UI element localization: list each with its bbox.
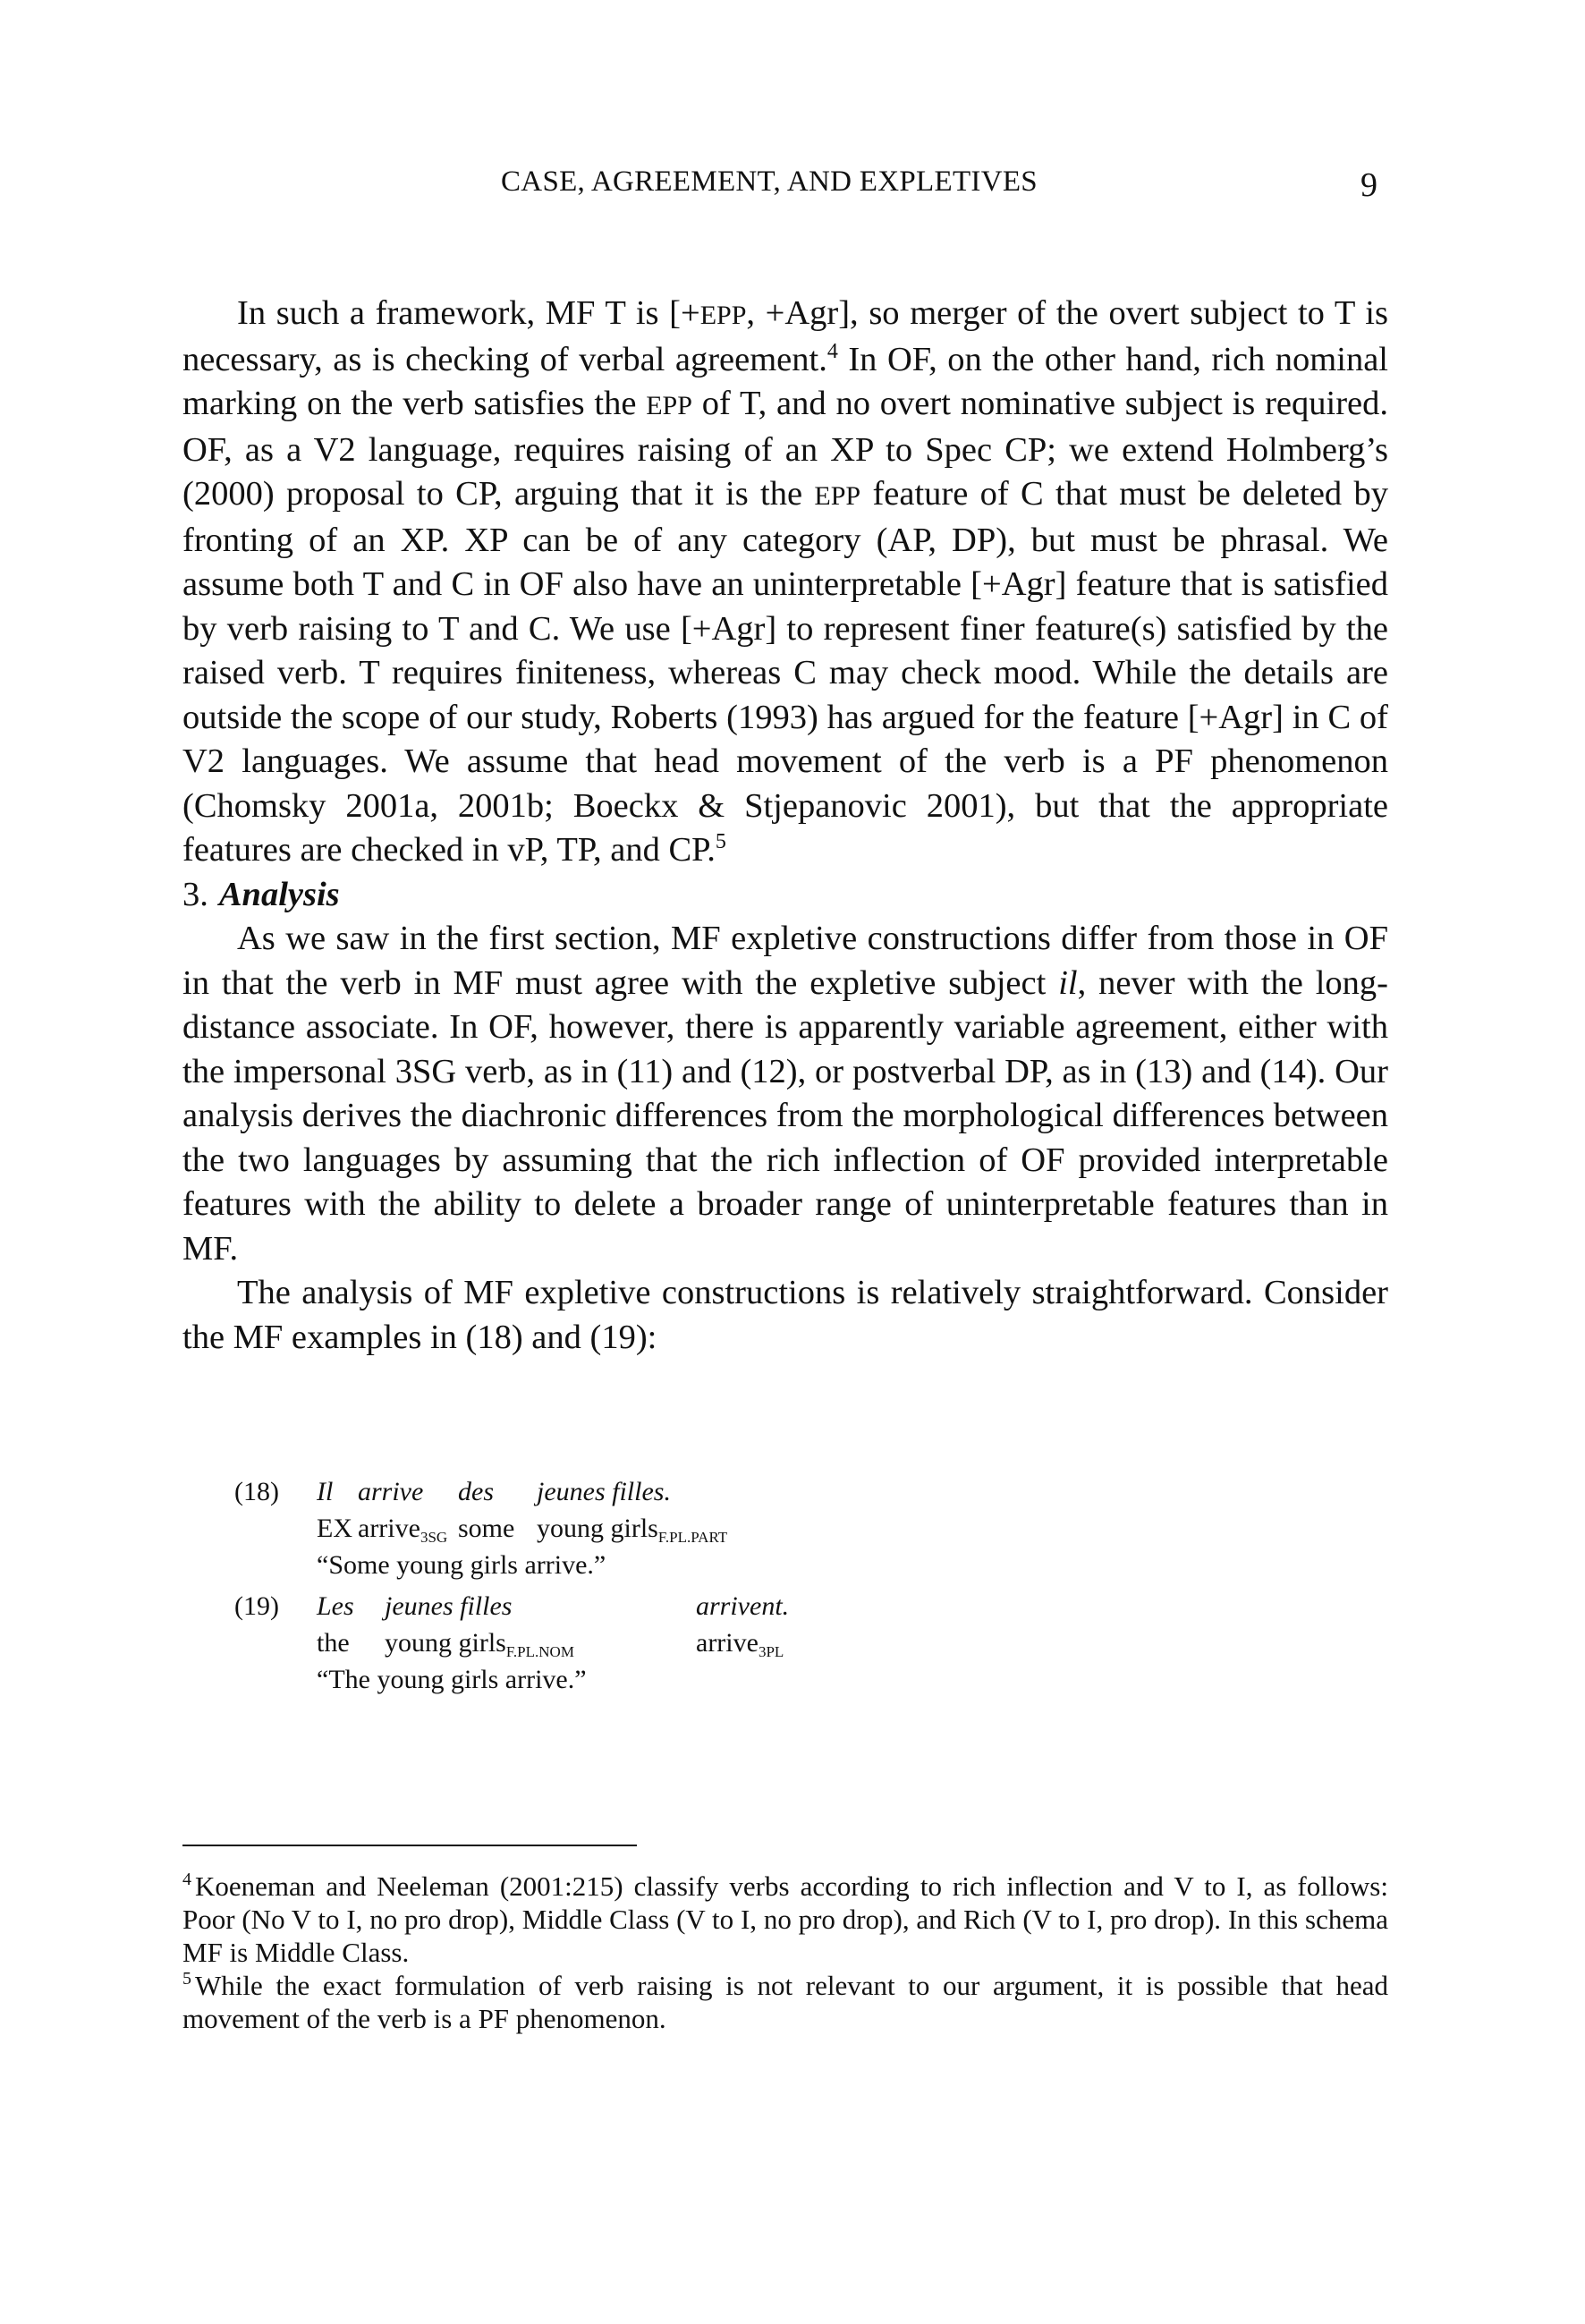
gloss-feature: F.PL.PART [657, 1529, 728, 1546]
small-caps-epp: EPP [699, 301, 747, 330]
gloss-stem: young girls [537, 1514, 658, 1543]
source-word: Il [317, 1477, 334, 1506]
section-title: Analysis [218, 875, 340, 913]
gloss-word [358, 1511, 458, 1547]
footnote-text: While the exact formulation of verb raising is not relevant to our argument, it is possible that head movement of the verb is a PF phenomenon. [182, 1970, 1388, 2034]
example-translation: “The young girls arrive.” [317, 1665, 587, 1694]
footnote-5 [182, 1969, 1388, 2035]
text-run: In such a framework, MF T is [+ [237, 294, 700, 332]
example-number: (19) [234, 1591, 279, 1621]
gloss-feature: 3PL [758, 1643, 784, 1660]
text-run: In OF, on the other hand, rich nominal marking on the verb satisfies the [182, 340, 1388, 422]
text-run: , +Agr], so merger of the overt subject to T is necessary, as is checking of verbal agreement. [182, 294, 1388, 378]
section-number: 3. [182, 875, 208, 913]
section-heading [182, 873, 1388, 918]
gloss-feature: 3SG [420, 1529, 448, 1546]
footnote-divider [182, 1845, 637, 1846]
gloss-feature: F.PL.NOM [505, 1643, 574, 1660]
running-head: CASE, AGREEMENT, AND EXPLETIVES [501, 165, 1038, 198]
small-caps-epp: EPP [646, 391, 692, 420]
text-run: , never with the long-distance associate. In OF, however, there is apparently variable agreement, either with the impersonal 3SG verb, as in (11) and (12), or postverbal DP, as in (13) and (14). Our analysis derives the diachronic differences from the morphological differences between the two languages by assuming that the rich inflection of OF provided interpretable features with the ability to delete a broader range of uninterpretable features than in MF. [182, 963, 1389, 1268]
footnote-text: Koeneman and Neeleman (2001:215) classify verbs according to rich inflection and V to I, as follows: Poor (No V to I, no pro drop), Middle Class (V to I, no pro drop), and Rich (V to I, pro drop). In this schema MF is Middle Class. [182, 1870, 1388, 1968]
footnote-ref-4[interactable]: 4 [826, 339, 838, 363]
gloss-word [385, 1625, 696, 1661]
text-run: feature of C that must be deleted by fronting of an XP. XP can be of any category (AP, DP), but must be phrasal. We assume both T and C in OF also have an uninterpretable [+Agr] feature that is satisfied by verb raising to T and C. We use [+Agr] to represent finer feature(s) satisfied by the raised verb. T requires finiteness, whereas C may check mood. While the details are outside the scope of our study, Roberts (1993) has argued for the feature [+Agr] in C of V2 languages. We assume that head movement of the verb is a PF phenomenon (Chomsky 2001a, 2001b; Boeckx & Stjepanovic 2001), but that the appropriate features are checked in vP, TP, and CP. [182, 475, 1388, 869]
gloss-word: EX [317, 1514, 352, 1543]
footnote-ref-5[interactable]: 5 [715, 830, 726, 853]
paragraph-1 [182, 292, 1388, 873]
gloss-word [537, 1511, 727, 1547]
gloss-word [696, 1625, 784, 1661]
source-word: des [458, 1477, 494, 1506]
page-number: 9 [1360, 166, 1377, 204]
footnotes [182, 1870, 1388, 2035]
footnote-4 [182, 1870, 1388, 1969]
source-word: jeunes filles [385, 1591, 513, 1621]
paragraph-3: The analysis of MF expletive constructions is relatively straightforward. Consider the MF examples in (18) and (19): [182, 1274, 1388, 1356]
italic-il: il [1058, 963, 1078, 1002]
source-word: arrive [358, 1477, 424, 1506]
example-gloss-line [317, 1511, 727, 1547]
example-number: (18) [234, 1477, 279, 1506]
gloss-word: some [458, 1514, 515, 1543]
example-translation: “Some young girls arrive.” [317, 1550, 606, 1580]
source-word: arrivent. [696, 1591, 790, 1621]
example-source-line [317, 1474, 671, 1510]
example-gloss-line [317, 1625, 784, 1661]
gloss-stem: young girls [385, 1628, 506, 1658]
text-run: As we saw in the first section, MF expletive constructions differ from those in OF in that the verb in MF must agree with the expletive subject [182, 920, 1388, 1002]
example-source-line [317, 1589, 789, 1624]
gloss-stem: arrive [358, 1514, 420, 1543]
gloss-word: the [317, 1628, 350, 1658]
footnote-mark: 4 [182, 1870, 191, 1889]
body-text [182, 292, 1388, 1360]
gloss-stem: arrive [696, 1628, 759, 1658]
small-caps-epp: EPP [814, 481, 861, 511]
source-word: jeunes filles. [537, 1477, 671, 1506]
text-run: of T, and no overt nominative subject is required. OF, as a V2 language, requires raising of an XP to Spec CP; we extend Holmberg’s (2000) proposal to CP, arguing that it is the [182, 385, 1388, 513]
footnote-mark: 5 [182, 1969, 191, 1989]
source-word: Les [317, 1591, 354, 1621]
paragraph-2 [182, 917, 1388, 1271]
